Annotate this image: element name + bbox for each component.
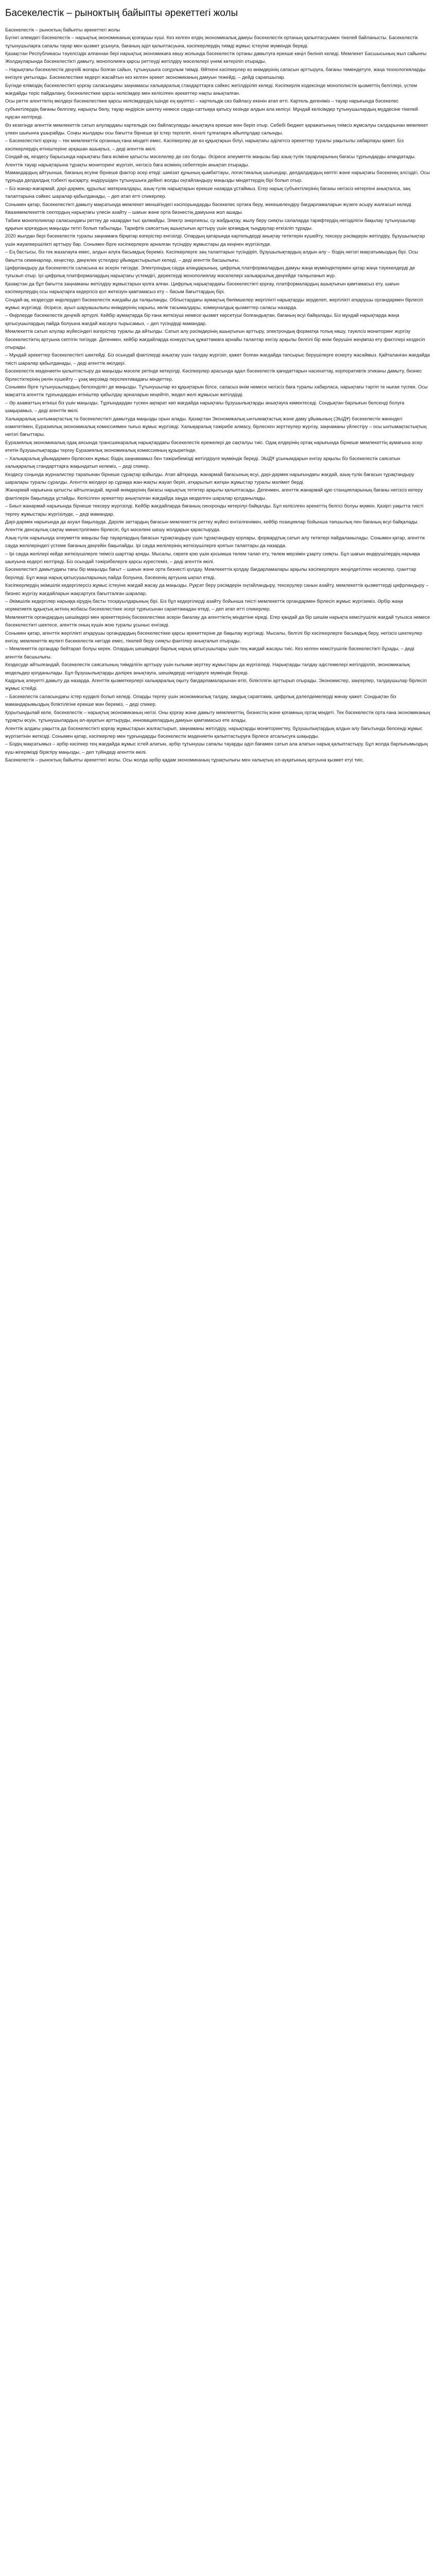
article-paragraph: Бәсекелестікті дамытудағы тағы бір маңызды бағыт – шағын және орта бизнесті қолдау. Мемлекеттік қолдау бағдарламалары арқылы кәсіпкерлерге жеңілдетілген несиелер, гранттар беріледі. Бұл жаңа нарық қатысушыларының пайда болуына, бәсекенің артуына ықпал етеді. xyxy=(5,566,416,580)
article-paragraph: 2020 жылдан бері бәсекелестік туралы заңнамаға бірқатар өзгерістер енгізілді. Олардың қатарында картельдерді анықтау тетіктерін күшейту, тексеру рәсімдерін жетілдіру, бұзушылықтар үшін жауапкершілікті арттыру бар. Сонымен бірге кәсіпкерлерге арналған түсіндіру жұмыстары да кеңінен жүргізілуде. xyxy=(5,233,425,247)
article-paragraph: – Біздің мақсатымыз – әрбір кәсіпкер тең жағдайда жұмыс істей алатын, әрбір тұтынушы сапалы тауарды әділ бағамен сатып ала алатын нарық қалыптастыру. Бұл жолда барлығымыздың күш-жігерімізді біріктіру маңызды, – деп түйіндеді агенттік өкілі. xyxy=(5,741,428,755)
article-paragraph: Осы ретте агенттіктің өкілдері бәсекелестікке қарсы келісімдердің ішінде ең қауіптісі – картельдік сөз байласу екенін атап өтті. Картель дегеніміз – тауар нарығында бәсекелес субъектілердің бағаны белгілеу, нарықты бөлу, тауар өндірісін шектеу немесе сауда-саттыққа қатысу кезінде алдын ала келісуі. Мұндай келісімдер тұтынушылардың мүддесіне тікелей нұқсан келтіреді. xyxy=(5,98,418,120)
article-paragraph: – Біз жанар-жағармай, дәрі-дәрмек, құрылыс материалдары, азық-түлік нарықтарын ерекше назарда ұстаймыз. Егер нарық субъектілерінің бағаны негізсіз көтергені анықталса, заң талаптарына сәйкес шаралар қабылданады, – деп атап өтті спикерлер. xyxy=(5,185,410,199)
article-paragraph: Мемлекеттік органдардың шешімдері мен әрекеттерінің бәсекелестікке әсерін бағалау да агенттіктің міндетіне кіреді. Егер қандай да бір шешім нарықта кемсітушілік жағдай туғызса немесе бәсекелестікті шектесе, агенттік оның күшін жою туралы ұсыныс енгізеді. xyxy=(5,614,430,628)
article-paragraph: Жанармай нарығына қатысты айтылғандай, мұнай өнімдерінің бағасы нарықтық тетіктер арқылы қалыптасады. Дегенмен, агенттік жанармай құю станцияларының бағаны негізсіз көтеру фактілерін бақылауда ұстайды. Келісілген әрекеттер анықталған жағдайда заңда көзделген шаралар қолданылады. xyxy=(5,487,423,501)
article-paragraph: – Мұндай әрекеттер бәсекелестікті шектейді. Біз осындай фактілерді анықтау үшін талдау жүргізіп, қажет болған жағдайда тапсырыс берушілерге ескерту жасаймыз. Қайталанған жағдайда тиісті шаралар қабылданады, – деді агенттік өкілдері. xyxy=(5,352,430,366)
article-paragraph: Бүгінде еліміздің бәсекелестікті қорғау саласындағы заңнамасы халықаралық стандарттарға сәйкес жетілдіріліп келеді. Кәсіпкерлік кодексінде монополистік қызметтің белгілері, үстем жағдайды теріс пайдалану, бәсекелестікке қарсы келісімдер мен келісілген әрекеттер нақты анықталған. xyxy=(5,82,417,96)
article-paragraph: – Әр азаматтың өтініші біз үшін маңызды. Тұрғындардан түскен ақпарат көп жағдайда нарықтағы бұзушылықтарды анықтауға көмектеседі. Сондықтан барлығын белсенді болуға шақырамыз, – деді агенттік өкілі. xyxy=(5,399,405,414)
article-paragraph: Өз кезегінде агенттік мемлекеттік сатып алулардағы картельдік сөз байласуларды анықтауға ерекше мән беріп отыр. Себебі бюджет қаражатының тиімсіз жұмсалуы салдарынан мемлекет үлкен шығынға ұшырайды. Соңғы жылдары осы бағытта бірнеше ірі істер тергеліп, кінәлі тұлғаларға айыппұлдар салынды. xyxy=(5,122,428,136)
article-paragraph: Сонымен қатар, агенттік жергілікті атқарушы органдардың бәсекелестікке қарсы әрекеттеріне де бақылау жүргізеді. Мысалы, белгілі бір кәсіпкерлерге басымдық беру, негізсіз шектеулер енгізу, мемлекеттік мүлікті бәсекелестік негізде емес, тікелей беру сияқты фактілер анықталып отырады. xyxy=(5,630,423,644)
article-paragraph: – Нарықтағы бәсекелестік деңгейі жоғары болған сайын, тұтынушыға соғұрлым тиімді. Өйткені кәсіпкерлер өз өнімдерінің сапасын арттыруға, бағаны төмендетуге, жаңа технологияларды енгізуге ұмтылады. Бәсекелестікке кедергі жасайтын кез келген әрекет экономиканың дамуын тежейді, – дейді сарапшылар. xyxy=(5,66,426,80)
article-paragraph: Агенттік алдағы уақытта да бәсекелестікті қорғау жұмыстарын жалғастырып, заңнаманы жетілдіру, нарықтарды мониторингтеу, бұзушылықтардың алдын алу бағытында белсенді жұмыс жүргізетінін жеткізді. Сонымен қатар, кәсіпкерлер мен тұрғындарды бәсекелестік мәдениетін қалыптастыруға бірлесе атсалысуға шақырды. xyxy=(5,725,423,739)
article-paragraph: Мемлекеттік сатып алулар жүйесіндегі өзгерістер туралы да айтылды. Сатып алу рәсімдерінің ашықтығын арттыру, электрондық форматқа толық көшу, тәуелсіз мониторинг жүргізу бәсекелестіктің артуына септігін тигізуде. Дегенмен, кейбір жағдайларда конкурстық құжаттамаға арнайы талаптар енгізу арқылы белгілі бір өнім берушіні жеңімпаз ету фактілері кездесіп отырады. xyxy=(5,328,425,350)
article-paragraph: Бәсекелестік мәдениетін қалыптастыру да маңызды мәселе ретінде көтерілді. Кәсіпкерлер арасында адал бәсекелестік қағидаттарын насихаттау, корпоративтік этиканы дамыту, бизнес бірлестіктерінің рөлін күшейту – ұзақ мерзімді перспективадағы міндеттер. xyxy=(5,368,422,382)
article-body xyxy=(5,26,431,764)
article-paragraph: Кәсіпкерлердің әкімшілік кедергілерсіз жұмыс істеуіне жағдай жасау да маңызды. Рұқсат беру рәсімдерін оңтайландыру, тексерулер санын азайту, мемлекеттік қызметтерді цифрландыру – бизнес жүргізу жағдайларын жақсартуға бағытталған шаралар. xyxy=(5,582,429,596)
article-page xyxy=(0,0,436,774)
article-paragraph: Халықаралық ынтымақтастық та бәсекелестікті дамытуда маңызды орын алады. Қазақстан Экономикалық ынтымақтастық және даму ұйымының (ЭЫДҰ) бәсекелестік жөніндегі комитетімен, Еуразиялық экономикалық комиссиямен тығыз жұмыс жүргізеді. Халықаралық тәжірибе алмасу, бірлескен зерттеулер жүргізу, заңнаманы үйлестіру – осы ынтымақтастықтың негізгі бағыттары. xyxy=(5,415,427,437)
article-paragraph: Бүгінгі әлемдегі бәсекелестік – нарықтық экономиканың қозғаушы күші. Кез келген елдің экономикалық дамуы бәсекелестік ортаның қалыптасуымен тікелей байланысты. Басекелестік тұтынушыларға сапалы тауар мен қызмет ұсынуға, бағаның әділ қалыптасуына, кәсіпкерлердің тиімді жұмыс істеуіне мүмкіндік береді. xyxy=(5,35,418,48)
article-paragraph: Азық-түлік нарығында әлеуметтік маңызы бар тауарлардың бағасын тұрақтандыру үшін тұрақтандыру қорлары, форвардтық сатып алу тетіктері пайдаланылады. Сонымен қатар, агенттік сауда желілеріндегі үстеме бағаның деңгейін бақылайды. Ірі сауда желілерінің жеткізушілерге қоятын талаптары да назарда. xyxy=(5,534,425,549)
article-paragraph: – Ең бастысы, біз тек жазалауға емес, алдын алуға басымдық береміз. Кәсіпкерлерге заң талаптарын түсіндіріп, бұзушылықтардың алдын алу – біздің негізгі мақсатымыздың бірі. Осы бағытта семинарлар, кеңестер, дөңгелек үстелдер ұйымдастырылып келеді, – деді агенттік басшылығы. xyxy=(5,249,418,263)
article-paragraph: Сондай-ақ, кездесу барысында нарықтағы баға өсіміне қатысты мәселелер де сөз болды. Әсіресе әлеуметтік маңызы бар азық-түлік тауарларының бағасы тұрғындарды алаңдатады. Агенттік тауар нарықтарына тұрақты мониторинг жүргізіп, негізсіз баға өсімінің себептерін анықтап отырады. xyxy=(5,154,416,167)
article-paragraph: Қазақстан Республикасы тәуелсіздік алғаннан бері нарықтық экономикаға көшу жолында бәсекелестік ортаны дамытуға ерекше көңіл бөлініп келеді. Мемлекет Басшысының жыл сайынғы Жолдауларында бәсекелестікті дамыту, монополияға қарсы реттеуді жетілдіру мәселелері үнемі көтеріліп отырады. xyxy=(5,50,427,64)
article-paragraph: – Мемлекеттік органдар бейтарап болуы керек. Олардың шешімдері барлық нарық қатысушылары үшін тең жағдай жасауы тиіс. Кез келген кемсітушілік бәсекелестікті бұзады, – деді агенттік басшылығы. xyxy=(5,646,414,659)
article-paragraph: Сонымен қатар, бәсекелестікті дамыту мақсатында мемлекет меншігіндегі кәсіпорындарды бәсекелес ортаға беру, жекешелендіру бағдарламаларын жүзеге асыру жалғасып келеді. Квазимемлекеттік сектордың нарықтағы үлесін азайту – шағын және орта бизнестің дамуына жол ашады. xyxy=(5,201,413,215)
article-paragraph: Басекелестік – рыноктың байыпты әрекеттегі жолы. Осы жолда әрбір қадам экономиканың тұрақтылығы мен халықтың әл-ауқатының артуына қызмет етуі тиіс. xyxy=(5,757,364,763)
article-paragraph: Сондай-ақ, кездесуде өңірлердегі бәсекелестік жағдайы да талқыланды. Облыстардағы аумақтық бөлімшелер жергілікті нарықтарды зерделеп, жергілікті атқарушы органдармен бірлесіп жұмыс жүргізеді. Әсіресе, ауыл шаруашылығы өнімдерінің нарығы, көлік тасымалдары, коммуналдық қызметтер саласы назарда. xyxy=(5,296,423,310)
article-paragraph: Басекелестік – рыноктың байыпты әрекеттегі жолы xyxy=(5,26,120,32)
article-paragraph: Қорытындылай келе, бәсекелестік – нарықтық экономиканың негізі. Оны қорғау және дамыту мемлекеттің, бизнестің және қоғамның ортақ міндеті. Тек бәсекелестік орта ғана экономиканың тұрақты өсуін, тұтынушылардың әл-ауқатын арттыруды, инновациялардың дамуын қамтамасыз ете алады. xyxy=(5,709,430,723)
article-paragraph: – Бәсекелестікті қорғау – тек мемлекеттік органның ғана міндеті емес. Кәсіпкерлер де өз құқықтарын білуі, нарықтағы әділетсіз әрекеттер туралы уақытылы хабарлауы қажет. Біз кәсіпкерлердің өтініштеріне әрқашан ашықпыз, – деді агенттік өкілі. xyxy=(5,138,404,151)
article-paragraph: – Бәсекелестік саласындағы істер күрделі болып келеді. Оларды тергеу үшін экономикалық талдау, заңдық сараптама, цифрлық дәлелдемелерді жинау қажет. Сондықтан біз мамандарымыздың біліктілігіне ерекше мән береміз, – деді спикер. xyxy=(5,693,396,707)
article-paragraph: Еуразиялық экономикалық одақ аясында трансшекаралық нарықтардағы бәсекелестік ережелері де сақталуы тиіс. Одақ елдерінің ортақ нарығында бірнеше мемлекеттің аумағына әсер ететін бұзушылықтарды тергеу Еуразиялық экономикалық комиссияның құзыретінде. xyxy=(5,439,423,453)
article-title: Басекелестік – рыноктың байыпты әрекеттегі жолы xyxy=(5,8,238,19)
article-paragraph: Кездесуде айтылғандай, бәсекелестік саясатының тиімділігін арттыру үшін ғылыми-зерттеу жұмыстары да жүргізіледі. Нарықтарды талдау әдістемелері жетілдіріліп, экономикалық модельдер қолданылады. Бұл бұзушылықтарды дәлірек анықтауға, шешімдерді негіздеуге мүмкіндік береді. xyxy=(5,662,410,675)
article-paragraph: – Халықаралық ұйымдармен бірлескен жұмыс біздің заңнамамыз бен тәжірибемізді жетілдіруге мүмкіндік береді. ЭЫДҰ ұсынымдарын енгізу арқылы біз бәсекелестік саясатын халықаралық стандарттарға жақындатып келеміз, – деді спикер. xyxy=(5,455,400,469)
article-paragraph: – Ірі сауда желілері кейде жеткізушілерге тиімсіз шарттар қояды. Мысалы, сөреге қою үшін қосымша төлем талап ету, төлем мерзімін ұзарту сияқты. Бұл шағын өндірушілердің нарыққа шығуына кедергі келтіреді. Біз осындай тәжірибелерге қарсы күрестеміз, – деді агенттік өкілі. xyxy=(5,550,420,564)
article-paragraph: Қазақстан да бұл бағытта заңнаманы жетілдіру жұмыстарын қолға алған. Цифрлық нарықтардағы бәсекелестікті қорғау, платформалардың ашықтығын қамтамасыз ету, шағын кәсіпкерлердің осы нарықтарға кедергісіз қол жеткізуін қамтамасыз ету – басым бағыттардың бірі. xyxy=(5,280,399,295)
article-paragraph: Мамандардың айтуынша, бағаның өсуіне бірнеше фактор әсер етеді: шикізат құнының қымбаттауы, логистикалық шығындар, делдалдардың көптігі және нарықтағы бәсекенің әлсіздігі. Осы тұрғыда делдалдық тізбекті қысқарту, өндірушіден тұтынушыға дейінгі жолды оңтайландыру маңызды міндеттердің бірі болып отыр. xyxy=(5,170,430,183)
article-paragraph: – Әкімшілік кедергілер нарыққа кірудің басты тосқауылдарының бірі. Біз бұл кедергілерді азайту бойынша тиісті мемлекеттік органдармен бірлесіп жұмыс жүргіземіз. Әрбір жаңа нормативтік құқықтық актінің жобасы бәсекелестікке әсері тұрғысынан сараптамадан өтеді, – деп атап өтті спикерлер. xyxy=(5,598,403,612)
article-paragraph: Табиғи монополиялар саласындағы реттеу де назардан тыс қалмайды. Электр энергиясы, су жабдықтау, жылу беру сияқты салаларда тарифтердің негізділігін бақылау тұтынушылар құқығын қорғаудың маңызды тетігі болып табылады. Тарифтік саясаттың ашықтығын арттыру үшін қоғамдық тыңдаулар өткізіліп тұрады. xyxy=(5,217,416,231)
article-paragraph: Кадрлық әлеуетті дамыту да назарда. Агенттік қызметкерлері халықаралық оқыту бағдарламаларынан өтіп, біліктілігін арттырып отырады. Экономистер, заңгерлер, талдаушылар бірлесіп жұмыс істейді. xyxy=(5,677,427,691)
article-paragraph: – Биыл жанармай нарығында бірнеше тексеру жүргізілді. Кейбір жағдайларда бағаның синхронды көтерілуі байқалды. Бұл келісілген әрекеттің белгісі болуы мүмкін. Қазіргі уақытта тиісті тергеу жұмыстары жүргізілуде, – деді мамандар. xyxy=(5,503,424,517)
article-paragraph: Цифрландыру да бәсекелестік саласына өз әсерін тигізуде. Электрондық сауда алаңдарының, цифрлық платформалардың дамуы жаңа мүмкіндіктермен қатар жаңа тәуекелдерді де туғызып отыр. Ірі цифрлық платформалардың нарықтағы үстемдігі, деректерді монополиялау мәселелері халықаралық деңгейде талқыланып жүр. xyxy=(5,264,415,279)
article-paragraph: Кездесу соңында журналистер тарапынан бірнеше сұрақтар қойылды. Атап айтқанда, жанармай бағасының өсуі, дәрі-дәрмек нарығындағы жағдай, азық-түлік бағасын тұрақтандыру шаралары туралы сұралды. Агенттік өкілдері әр сұраққа жан-жақты жауап беріп, атқарылып жатқан жұмыстар туралы мәлімет берді. xyxy=(5,471,414,485)
article-paragraph: – Өңірлерде бәсекелестік деңгейі әртүрлі. Кейбір аумақтарда бір ғана жеткізуші немесе қызмет көрсетуші болғандықтан, бағаның өсуі байқалады. Біз мұндай нарықтарда жаңа қатысушылардың пайда болуына жағдай жасауға тырысамыз, – деп түсіндірді мамандар. xyxy=(5,312,399,326)
article-paragraph: Сонымен бірге тұтынушылардың белсенділігі де маңызды. Тұтынушылар өз құқықтарын білсе, сапасыз өнім немесе негізсіз баға туралы хабарласа, нарықтағы тәртіп те нығая түспек. Осы мақсатта агенттік тұрғындардан өтініштер қабылдау арналарын кеңейтіп, жедел желі жұмысын жетілдірді. xyxy=(5,384,428,398)
article-paragraph: Дәрі-дәрмек нарығында да ахуал бақылауда. Дәрілік заттардың бағасын мемлекеттік реттеу жүйесі енгізілгенімен, кейбір позициялар бойынша тапшылық пен бағаның өсуі байқалады. Агенттік денсаулық сақтау министрлігімен бірлесіп, бұл мәселені шешу жолдарын қарастыруда. xyxy=(5,518,419,533)
